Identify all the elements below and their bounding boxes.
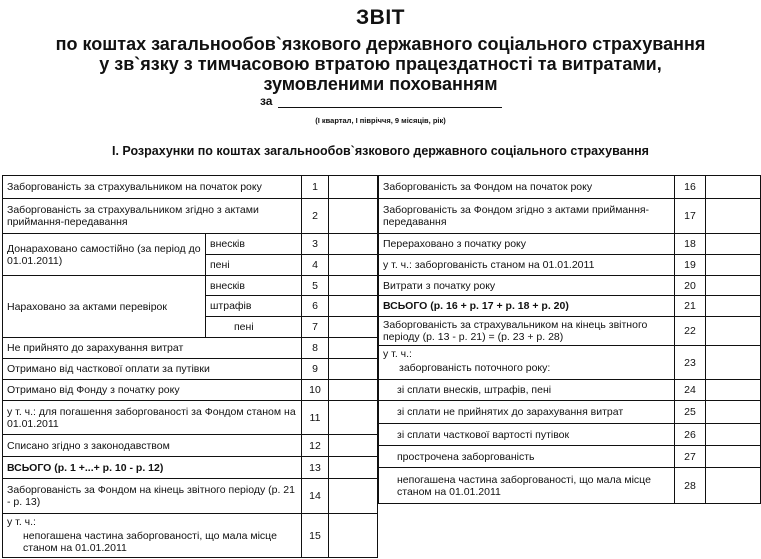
table-row — [3, 176, 378, 199]
row-value-cell[interactable] — [706, 255, 761, 276]
report-subtitle — [0, 34, 761, 94]
row-label: у т. ч.: заборгованість станом на 01.01.2011 — [379, 255, 675, 276]
row-value-cell[interactable] — [329, 296, 378, 317]
row-number: 25 — [675, 401, 706, 424]
table-row — [379, 199, 761, 234]
row-number: 5 — [302, 276, 329, 296]
table-row — [3, 380, 378, 401]
row-label: Витрати з початку року — [379, 276, 675, 296]
row-label: Заборгованість за Фондом на початок року — [379, 176, 675, 199]
row-label: прострочена заборгованість — [379, 446, 675, 468]
row-label: Нараховано за актами перевірок — [3, 276, 206, 338]
row-value-cell[interactable] — [706, 401, 761, 424]
row-number: 12 — [302, 435, 329, 457]
table-row — [379, 176, 761, 199]
row-number: 19 — [675, 255, 706, 276]
row-number: 27 — [675, 446, 706, 468]
table-row — [379, 296, 761, 317]
table-row — [3, 401, 378, 435]
period-label: за — [260, 94, 273, 108]
row-label: Отримано від Фонду з початку року — [3, 380, 302, 401]
row-number: 15 — [302, 514, 329, 558]
row-sublabel: пені — [206, 317, 302, 338]
row-label: Донараховано самостійно (за період до 01.01.2011) — [3, 234, 206, 276]
row-label — [3, 514, 302, 558]
period-input-line[interactable] — [278, 107, 502, 108]
table-row — [379, 255, 761, 276]
table-row — [3, 514, 378, 558]
row-value-cell[interactable] — [706, 234, 761, 255]
row-sublabel: штрафів — [206, 296, 302, 317]
table-row — [3, 359, 378, 380]
table-row — [379, 446, 761, 468]
row-value-cell[interactable] — [329, 338, 378, 359]
row-value-cell[interactable] — [706, 296, 761, 317]
row-value-cell[interactable] — [706, 468, 761, 504]
row-label: Списано згідно з законодавством — [3, 435, 302, 457]
right-table — [378, 175, 761, 504]
period-hint: (І квартал, І півріччя, 9 місяців, рік) — [315, 116, 446, 125]
row-label: Заборгованість за Фондом на кінець звітного періоду (р. 21 - р. 13) — [3, 479, 302, 514]
row-prefix: у т. ч.: — [7, 516, 36, 528]
row-value-cell[interactable] — [329, 255, 378, 276]
row-value-cell[interactable] — [329, 479, 378, 514]
table-row — [379, 424, 761, 446]
row-number: 8 — [302, 338, 329, 359]
table-row — [379, 380, 761, 401]
row-label: Заборгованість за страхувальником згідно з актами приймання-передавання — [3, 199, 302, 234]
row-value-cell[interactable] — [706, 176, 761, 199]
total-label: ВСЬОГО (р. 16 + р. 17 + р. 18 + р. 20) — [379, 296, 675, 317]
row-number: 20 — [675, 276, 706, 296]
row-sublabel: непогашена частина заборгованості, що мала місце станом на 01.01.2011 — [23, 530, 277, 554]
row-number: 16 — [675, 176, 706, 199]
table-row — [379, 346, 761, 380]
report-title: ЗВІТ — [356, 6, 405, 29]
row-value-cell[interactable] — [329, 276, 378, 296]
row-number: 2 — [302, 199, 329, 234]
row-number: 24 — [675, 380, 706, 401]
row-value-cell[interactable] — [329, 380, 378, 401]
row-label: зі сплати внесків, штрафів, пені — [379, 380, 675, 401]
row-value-cell[interactable] — [706, 424, 761, 446]
row-value-cell[interactable] — [329, 457, 378, 479]
row-value-cell[interactable] — [329, 199, 378, 234]
row-value-cell[interactable] — [706, 317, 761, 346]
row-number: 21 — [675, 296, 706, 317]
subtitle-line-3: зумовленими похованням — [263, 74, 498, 94]
table-row — [379, 401, 761, 424]
row-number: 18 — [675, 234, 706, 255]
row-label: Заборгованість за Фондом згідно з актами приймання-передавання — [379, 199, 675, 234]
row-value-cell[interactable] — [706, 446, 761, 468]
row-value-cell[interactable] — [329, 514, 378, 558]
row-label: Отримано від часткової оплати за путівки — [3, 359, 302, 380]
row-number: 28 — [675, 468, 706, 504]
row-value-cell[interactable] — [329, 176, 378, 199]
row-number: 4 — [302, 255, 329, 276]
row-sublabel: внесків — [206, 234, 302, 255]
section-title: І. Розрахунки по коштах загальнообов`язкового державного соціального страхування — [112, 144, 649, 158]
row-number: 13 — [302, 457, 329, 479]
row-number: 1 — [302, 176, 329, 199]
row-number: 22 — [675, 317, 706, 346]
row-value-cell[interactable] — [329, 401, 378, 435]
table-row — [379, 234, 761, 255]
row-prefix: у т. ч.: — [383, 348, 412, 360]
table-row — [3, 479, 378, 514]
row-number: 14 — [302, 479, 329, 514]
row-value-cell[interactable] — [329, 234, 378, 255]
row-label: непогашена частина заборгованості, що мала місце станом на 01.01.2011 — [379, 468, 675, 504]
table-row — [379, 276, 761, 296]
table-row — [3, 276, 378, 296]
row-sublabel: заборгованість поточного року: — [399, 362, 551, 374]
row-value-cell[interactable] — [706, 199, 761, 234]
row-label: зі сплати не прийнятих до зарахування витрат — [379, 401, 675, 424]
table-row — [379, 317, 761, 346]
table-row — [379, 468, 761, 504]
row-value-cell[interactable] — [329, 359, 378, 380]
row-sublabel: внесків — [206, 276, 302, 296]
row-label: у т. ч.: для погашення заборгованості за Фондом станом на 01.01.2011 — [3, 401, 302, 435]
row-number: 10 — [302, 380, 329, 401]
row-value-cell[interactable] — [329, 317, 378, 338]
row-label: Не прийнято до зарахування витрат — [3, 338, 302, 359]
row-number: 3 — [302, 234, 329, 255]
row-label: Заборгованість за страхувальником на кінець звітного періоду (р. 13 - р. 21) = (р. 23 + р. 28) — [379, 317, 675, 346]
table-row — [3, 199, 378, 234]
table-row — [3, 435, 378, 457]
total-label: ВСЬОГО (р. 1 +...+ р. 10 - р. 12) — [3, 457, 302, 479]
row-number: 6 — [302, 296, 329, 317]
row-number: 11 — [302, 401, 329, 435]
row-value-cell[interactable] — [706, 276, 761, 296]
row-value-cell[interactable] — [706, 346, 761, 380]
table-row — [3, 457, 378, 479]
row-number: 23 — [675, 346, 706, 380]
subtitle-line-1: по коштах загальнообов`язкового державного соціального страхування — [55, 34, 706, 54]
row-label: Заборгованість за страхувальником на початок року — [3, 176, 302, 199]
row-label: зі сплати часткової вартості путівок — [379, 424, 675, 446]
table-row — [3, 338, 378, 359]
row-number: 26 — [675, 424, 706, 446]
left-table — [2, 175, 378, 558]
row-label — [379, 346, 675, 380]
row-number: 7 — [302, 317, 329, 338]
subtitle-line-2: у зв`язку з тимчасовою втратою працездатності та витратами, — [99, 54, 662, 74]
row-value-cell[interactable] — [706, 380, 761, 401]
row-sublabel: пені — [206, 255, 302, 276]
row-number: 9 — [302, 359, 329, 380]
table-row — [3, 234, 378, 255]
row-number: 17 — [675, 199, 706, 234]
row-label: Перераховано з початку року — [379, 234, 675, 255]
row-value-cell[interactable] — [329, 435, 378, 457]
